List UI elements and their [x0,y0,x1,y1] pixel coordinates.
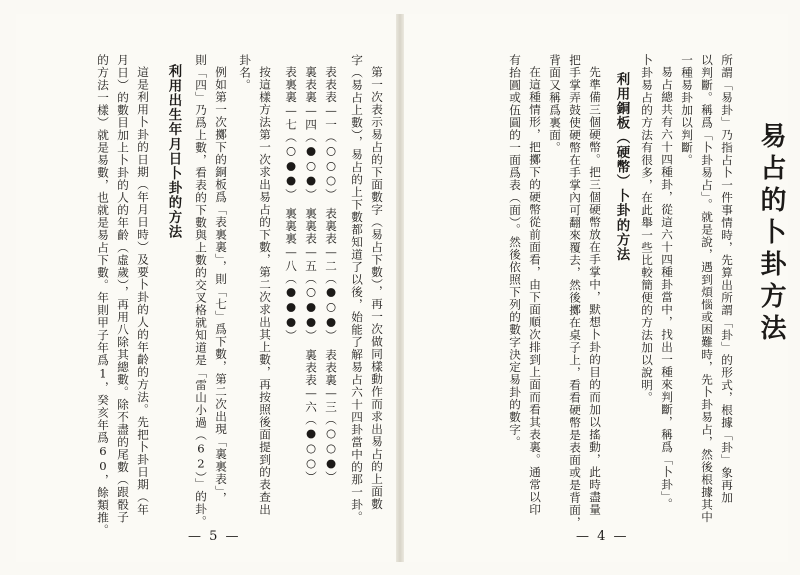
body-column: 卦名。 [238,54,252,92]
body-column: 第一次表示易占的下面數字（易占下數），再一次做同樣動作而求出易占的上面數 [370,66,384,511]
body-column: 在這種情形，把擲下的硬幣從前面看，由下面順次排到上面而看其表裏。通常以印 [528,66,542,516]
body-column: 按這樣方法第一次求出易占的下數，第二次求出其上數，再按照後面提到的表查出 [258,66,272,516]
body-column: 把手掌弄鼓使硬幣在手掌內可翻來覆去，然後擲在桌子上，看看硬幣是表面或是背面， [568,54,582,529]
body-column: 有抬圓或伍圓的一面爲表（面）。然後依照下列的數字決定易卦的數字。 [508,54,522,449]
coin-table-row: 表表表—一（○○○） 表裏表—二（●○●） 表表裏—三（○○●） [324,66,338,484]
section-heading-coin: 利用銅板（硬幣）卜卦的方法 [614,72,629,262]
page-number: — 5 — [188,529,241,544]
page-4 [404,14,788,562]
body-column: 月日）的數目加上卜卦的人的年齡（虛歲），再用八除其總數。除不盡的尾數（跟骰子 [116,54,130,524]
body-column: 所謂「易卦」乃指占卜一件事情時，先算出所謂「卦」的形式，根據「卦」象再加 [720,54,734,504]
body-column: 例如第一次擲下的銅板爲「表裏裏」，則「七」爲下數，第二次出現「裏裏表」， [214,66,228,505]
coin-table-row: 表裏裏—七（○●●） 裏裏裏—八（●●●） [284,66,298,342]
body-column: 易占總共有六十四種卦，從這六十四種卦當中，找出一種來判斷，稱爲「卜卦」。 [660,66,674,511]
book-spine [396,14,404,562]
body-column: 則「四」乃爲上數，看表的下數與上數的交叉格就知道是「雷山小過（62）」的卦。 [194,54,208,528]
body-column: 一種易卦加以判斷。 [680,54,694,167]
page-5 [16,14,396,562]
page-number: — 4 — [576,529,629,544]
body-column: 的方法一樣）就是易數，也就是易占下數。年則甲子年爲1，癸亥年爲60，餘類推。 [96,54,110,537]
body-column: 這是利用卜卦的日期（年月日時）及要卜卦的人的年齡的方法。先把卜卦日期（年 [136,66,150,516]
body-column: 背面又稱爲裏面。 [548,54,562,154]
coin-table-row: 裏表裏—四（●○●） 裏裏表—五（○●●） 裏表表—六（●○○） [304,66,318,484]
body-column: 以判斷。稱爲「卜卦易占」。就是說，遇到煩惱或困難時，先卜卦易占，然後根據其中 [700,54,714,524]
page-title: 易占的卜卦方法 [756,122,786,346]
section-heading-birthdate: 利用出生年月日卜卦的方法 [166,64,181,240]
body-column: 先準備三個硬幣。把三個硬幣放在手掌中，默想卜卦的目的而加以搖動，此時盡量 [588,66,602,516]
body-column: 字（易占上數），易占的上下數都知道了以後，始能了解易占六十四卦當中的那一卦。 [350,54,364,524]
body-column: 卜卦易占的方法有很多，在此舉一些比較簡便的方法加以說明。 [640,54,654,404]
